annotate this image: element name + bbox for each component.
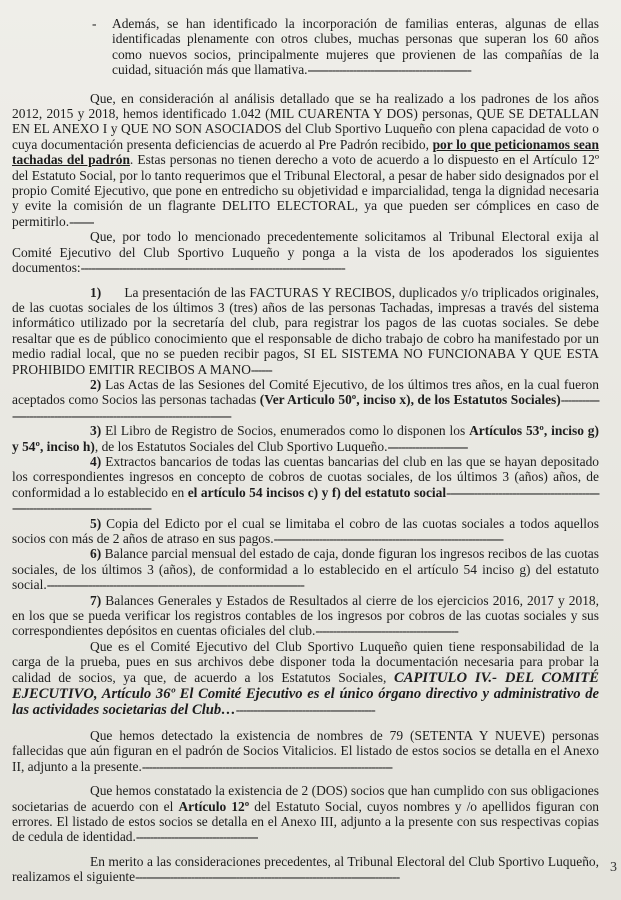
comite-bold-quote: CAPITULO IV.- DEL COMITÉ EJECUTIVO, Artículo 36º El Comité Ejecutivo es el único órgano directivo y administrativo de las actividades societarias del Club… [12,669,599,719]
item-text: La presentación de las FACTURAS Y RECIBOS, duplicados y/o triplicados originales, de las cuotas sociales de los últimos 3 (tres) años de las personas Tachadas, impresas a través del sistema informático utilizado por la secretaría del club, para registrar los pagos de las cuotas sociales. Se debe resaltar que es de público conocimiento que el responsable de dicho trabajo de cobro ha manifestado por un medio radial local, que no se pueden recibir pagos, SI EL SISTEMA NO FUNCIONABA Y QUE ESTA PROHIBIDO EMITIR RECIBOS A MANO [12,284,600,377]
dash-fill: ----------------------------------------- [315,623,458,639]
item-text: Extractos bancarios de todas las cuentas bancarias del club en las que se hayan depositado los correspondientes ingresos en concepto de cobros de cuotas sociales, de los últimos 3 (años) años, de conformidad a lo establecido en [12,453,600,500]
item-number: 1) [90,284,102,300]
dash-fill: ------- [69,213,94,229]
item-number: 6) [90,546,102,562]
dash-fill: ------------------------------------------------------------------------ [141,758,393,774]
list-item-7 [12,593,599,639]
padrones-text-2: . Estas personas no tienen derecho a voto de acuerdo a lo dispuesto en el Artículo 12º del Estatuto Social, por lo tanto requerimos que el Tribunal Electoral, a pesar de haber sido designados por el propio Comité Ejecutivo, que pone en entredicho su objetividad e imparcialidad, tenga la dignidad necesaria y evite la comisión de un flagrante DELITO ELECTORAL, ya que pueden ser cómplices en caso de permitirlo. [12,152,599,229]
dash-fill: ---------------------------------------------------------------------------- [135,869,400,885]
paragraph-constatado [12,783,599,845]
item-number: 3) [90,423,102,439]
list-item-3 [12,423,599,454]
item-number: 4) [90,453,102,469]
constatado-text-2: del Estatuto Social, cuyos nombres y /o apellidos figuran con errores. El listado de estos socios se detalla en el Anexo III, adjunto a la presente con sus respectivas copias de cedula de identidad. [12,798,600,845]
bullet-text: Además, se han identificado la incorporación de familias enteras, algunas de ellas identificadas plenamente con otros clubes, muchas personas que superan los 60 años como nuevos socios, principalmente mujeres que provienen de las compañías de la cuidad, situación más que llamativa. [112,16,599,78]
paragraph-solicitamos [12,229,599,275]
constatado-bold-article: Artículo 12º [178,798,250,814]
constatado-text-1: Que hemos constatado la existencia de 2 (DOS) socios que han cumplido con sus obligaciones societarias de acuerdo con el [12,783,599,814]
item-text: Las Actas de las Sesiones del Comité Ejecutivo, de los últimos tres años, en la cual fueron aceptados como Socios las personas tachadas [12,376,599,408]
bullet-mark: - [92,16,97,31]
solicitamos-text: Que, por todo lo mencionado precedentemente solicitamos al Tribunal Electoral exija al Comité Ejecutivo del Club Sportivo Luqueño y ponga a la vista de los apoderados los siguientes documentos: [12,229,599,276]
dash-fill: ----------------------------------- [135,829,258,845]
item-text: Balance parcial mensual del estado de caja, donde figuran los ingresos recibos de las cuotas sociales, de los últimos 3 (años), de conformidad a lo establecido en el artículo 54 inciso g) del estatuto social. [12,546,600,593]
dash-fill: ------------------------------------------------------------------ [273,531,503,546]
list-item-4 [12,454,599,516]
list-item-1 [12,285,599,377]
paragraph-fallecidas [12,728,599,774]
item-bold-reference: Artículos 53º, inciso g) y 54º, inciso h) [12,423,600,454]
final-text: En merito a las consideraciones precedentes, al Tribunal Electoral del Club Sportivo Luqueño, realizamos el siguiente [12,853,599,885]
item-text: Copia del Edicto por el cual se limitaba el cobro de las cuotas sociales a todos aquellos socios con más de 2 años de atraso en sus pagos. [12,515,599,546]
item-number: 2) [90,376,102,392]
dash-fill: ----------------------------------------------- [307,62,471,78]
dash-fill: ------ [250,361,272,377]
dash-fill: ---------------------------------------- [235,702,375,718]
item-number: 5) [90,515,102,531]
item-number: 7) [90,592,102,608]
padrones-text-1: Que, en consideración al análisis detallado que se ha realizado a los padrones de los años 2012, 2015 y 2018, hemos identificado 1.042 (MIL CUARENTA Y DOS) personas, QUE SE DETALLAN EN EL ANEXO I y QUE NO SON ASOCIADOS del Club Sportivo Luqueño con plena capacidad de voto o cuya documentación presenta deficiencias de acuerdo al Pre Padrón recibido, [12,90,599,152]
margin-page-mark: 3 [610,860,617,875]
dash-fill: ------------------------------------------------------------------------------------ [12,484,600,516]
dash-fill: -------------------------------------------------------------------------- [12,392,599,423]
dash-fill: -------------------------------------------------------------------------- [46,577,304,593]
item-bold-reference: (Ver Articulo 50º, inciso x), de los Estatutos Sociales) [259,392,561,408]
bullet-paragraph [12,16,599,78]
list-item-2 [12,377,599,423]
item-bold-reference: el artículo 54 incisos c) y f) del estatuto social [187,484,447,500]
item-text: El Libro de Registro de Socios, enumerados como lo disponen los [105,423,470,439]
comite-text: Que es el Comité Ejecutivo del Club Sportivo Luqueño quien tiene responsabilidad de la carga de la prueba, pues en sus archivos debe disponer toda la documentación necesaria para probar la calidad de socios, ya que, de acuerdo a los Estatutos Sociales, [12,638,599,685]
item-text-2: , de los Estatutos Sociales del Club Sportivo Luqueño. [94,438,388,454]
paragraph-padrones [12,91,599,230]
dash-fill: ---------------------------------------------------------------------------- [80,260,345,276]
padrones-bold-request: por lo que peticionamos sean tachadas del padrón [12,136,600,168]
list-item-6 [12,546,599,592]
item-text: Balances Generales y Estados de Resultados al cierre de los ejercicios 2016, 2017 y 2018, en los que se pueda verificar los registros contables de los ingresos por cobros de las cuotas sociales y sus correspondientes depósitos en cuentas oficiales del club. [12,592,600,639]
dash-fill: ----------------------- [387,438,468,454]
fallecidas-text: Que hemos detectado la existencia de nombres de 79 (SETENTA Y NUEVE) personas fallecidas que aún figuran en el padrón de Socios Vitalicios. El listado de estos socios se detalla en el Anexo II, adjunto a la presente. [12,727,599,774]
list-item-5 [12,516,599,547]
paragraph-final [12,854,599,885]
paragraph-comite [12,639,599,719]
